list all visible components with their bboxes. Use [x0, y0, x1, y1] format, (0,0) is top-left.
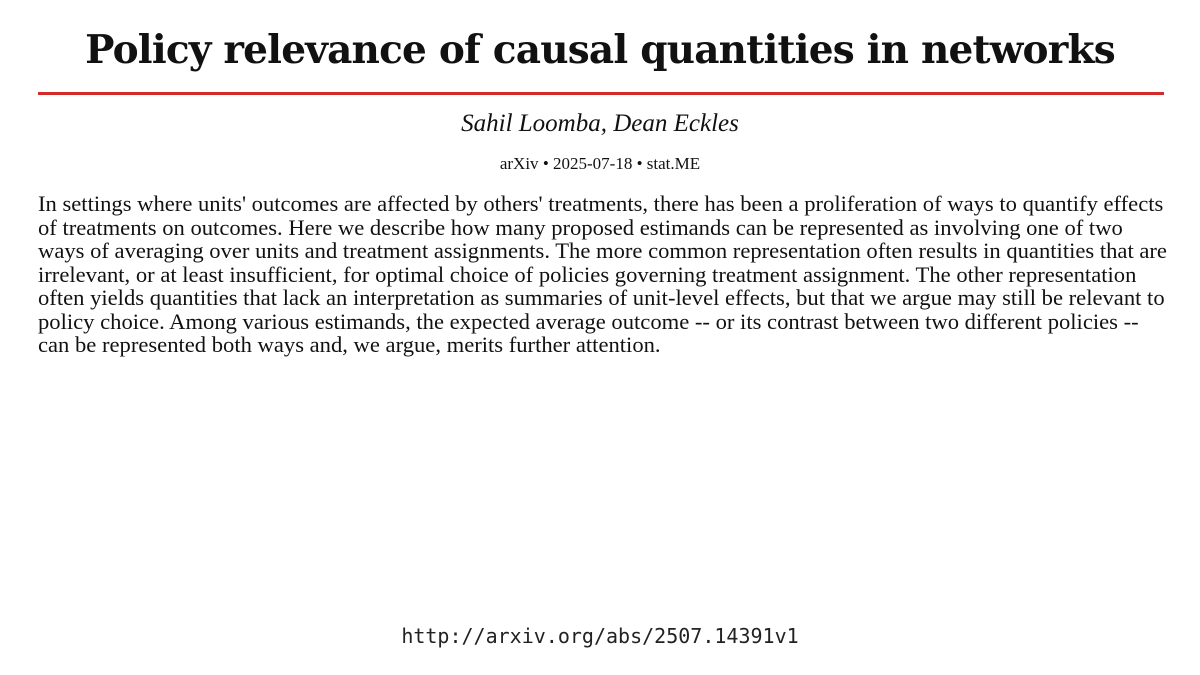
- title-divider: [38, 92, 1164, 95]
- paper-authors: Sahil Loomba, Dean Eckles: [461, 110, 739, 137]
- meta-date: 2025-07-18: [553, 154, 633, 173]
- meta-category: stat.ME: [646, 154, 701, 173]
- paper-title: Policy relevance of causal quantities in networks: [85, 27, 1115, 73]
- meta-separator: •: [542, 154, 549, 173]
- meta-separator: •: [636, 154, 643, 173]
- paper-abstract: In settings where units' outcomes are affected by others' treatments, there has been a proliferation of ways to quantify effects of treatments on outcomes. Here we describe how many proposed estimands can be represented as involving one of two ways of averaging over units and treatment assignments. The more common representation often results in quantities that are irrelevant, or at least insufficient, for optimal choice of policies governing treatment assignment. The other representation often yields quantities that lack an interpretation as summaries of unit-level effects, but that we argue may still be relevant to policy choice. Among various estimands, the expected average outcome -- or its contrast between two different policies -- can be represented both ways and, we argue, merits further attention.: [38, 191, 1167, 357]
- paper-meta: [0, 153, 1200, 175]
- meta-source: arXiv: [499, 154, 539, 173]
- paper-url[interactable]: http://arxiv.org/abs/2507.14391v1: [401, 624, 799, 648]
